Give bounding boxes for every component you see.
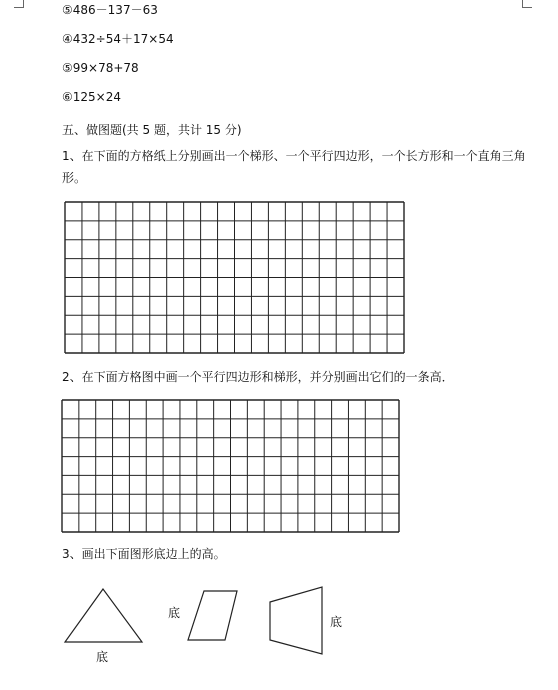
question-3-text: 3、画出下面图形底边上的高。 xyxy=(62,547,226,561)
question-2-text: 2、在下面方格图中画一个平行四边形和梯形，并分别画出它们的一条高． xyxy=(62,370,454,384)
exercise-item: ⑤99×78+78 xyxy=(62,61,139,75)
shapes-figure xyxy=(0,570,558,690)
grid-paper-1[interactable] xyxy=(64,201,405,354)
grid-paper-2[interactable] xyxy=(61,399,400,533)
section-title: 五、做图题(共 5 题，共计 15 分) xyxy=(62,123,242,137)
exercise-item: ⑥125×24 xyxy=(62,90,121,104)
grid-1-svg xyxy=(64,201,405,354)
trapezoid-shape xyxy=(270,587,322,654)
page-corner-mark-left xyxy=(14,0,24,8)
exercise-item: ⑤486－137－63 xyxy=(62,3,158,17)
parallelogram-shape xyxy=(188,591,237,640)
trapezoid-base-label: 底 xyxy=(330,615,343,629)
grid-2-svg xyxy=(61,399,400,533)
exercise-item: ④432÷54＋17×54 xyxy=(62,32,174,46)
question-1-text: 1、在下面的方格纸上分别画出一个梯形、一个平行四边形，一个长方形和一个直角三角形。 xyxy=(62,149,526,185)
parallelogram-base-label: 底 xyxy=(168,606,181,620)
triangle-shape xyxy=(65,589,142,642)
page-corner-mark-right xyxy=(522,0,532,8)
triangle-base-label: 底 xyxy=(96,650,109,664)
